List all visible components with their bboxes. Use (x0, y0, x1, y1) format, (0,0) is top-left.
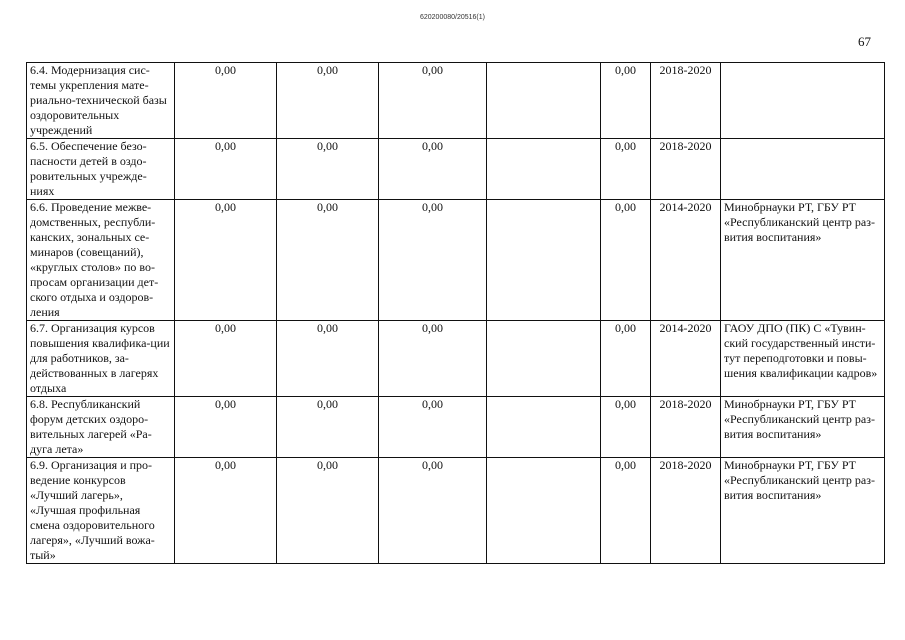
period-cell: 2018-2020 (651, 458, 721, 564)
value-cell: 0,00 (175, 397, 277, 458)
table-row (27, 63, 885, 139)
value-cell: 0,00 (379, 458, 487, 564)
value-cell (487, 139, 601, 200)
value-cell: 0,00 (379, 397, 487, 458)
value-cell: 0,00 (277, 458, 379, 564)
executor-cell: Минобрнауки РТ, ГБУ РТ «Республиканский центр раз-вития воспитания» (721, 200, 885, 321)
value-cell: 0,00 (175, 458, 277, 564)
value-cell: 0,00 (601, 200, 651, 321)
period-cell: 2018-2020 (651, 63, 721, 139)
table-row (27, 200, 885, 321)
table-row (27, 397, 885, 458)
page-number: 67 (858, 34, 871, 49)
value-cell: 0,00 (601, 139, 651, 200)
value-cell: 0,00 (277, 321, 379, 397)
value-cell (487, 397, 601, 458)
executor-cell: Минобрнауки РТ, ГБУ РТ «Республиканский центр раз-вития воспитания» (721, 397, 885, 458)
document-id: 620200080/20516(1) (419, 14, 485, 21)
activity-name: 6.4. Модернизация сис-темы укрепления мате-риально-технической базы оздоровительных учреждений (27, 63, 175, 139)
period-cell: 2018-2020 (651, 139, 721, 200)
value-cell (487, 63, 601, 139)
value-cell: 0,00 (175, 200, 277, 321)
period-cell: 2014-2020 (651, 200, 721, 321)
executor-cell: Минобрнауки РТ, ГБУ РТ «Республиканский центр раз-вития воспитания» (721, 458, 885, 564)
executor-cell (721, 63, 885, 139)
value-cell: 0,00 (601, 63, 651, 139)
activity-name: 6.5. Обеспечение безо-пасности детей в оздо-ровительных учрежде-ниях (27, 139, 175, 200)
activity-name: 6.9. Организация и про-ведение конкурсов «Лучший лагерь», «Лучшая профильная смена оздоровительного лагеря», «Лучший вожа-тый» (27, 458, 175, 564)
value-cell (487, 321, 601, 397)
period-cell: 2014-2020 (651, 321, 721, 397)
value-cell: 0,00 (379, 139, 487, 200)
value-cell: 0,00 (601, 397, 651, 458)
value-cell: 0,00 (277, 139, 379, 200)
value-cell: 0,00 (601, 458, 651, 564)
value-cell: 0,00 (175, 321, 277, 397)
value-cell: 0,00 (175, 139, 277, 200)
value-cell: 0,00 (379, 63, 487, 139)
value-cell: 0,00 (601, 321, 651, 397)
value-cell: 0,00 (379, 321, 487, 397)
table-row (27, 139, 885, 200)
value-cell: 0,00 (277, 200, 379, 321)
activity-name: 6.8. Республиканский форум детских оздоро-вительных лагерей «Ра-дуга лета» (27, 397, 175, 458)
value-cell (487, 200, 601, 321)
period-cell: 2018-2020 (651, 397, 721, 458)
table-row (27, 458, 885, 564)
activity-name: 6.7. Организация курсов повышения квалифика-ции для работников, за-действованных в лагерях отдыха (27, 321, 175, 397)
value-cell (487, 458, 601, 564)
activity-name: 6.6. Проведение межве-домственных, республи-канских, зональных се-минаров (совещаний), «круглых столов» по во-просам организации дет-ского отдыха и оздоров-ления (27, 200, 175, 321)
value-cell: 0,00 (277, 397, 379, 458)
value-cell: 0,00 (379, 200, 487, 321)
executor-cell: ГАОУ ДПО (ПК) С «Тувин-ский государственный инсти-тут переподготовки и повы-шения квалификации кадров» (721, 321, 885, 397)
value-cell: 0,00 (277, 63, 379, 139)
table-row (27, 321, 885, 397)
value-cell: 0,00 (175, 63, 277, 139)
program-table (26, 62, 885, 564)
executor-cell (721, 139, 885, 200)
